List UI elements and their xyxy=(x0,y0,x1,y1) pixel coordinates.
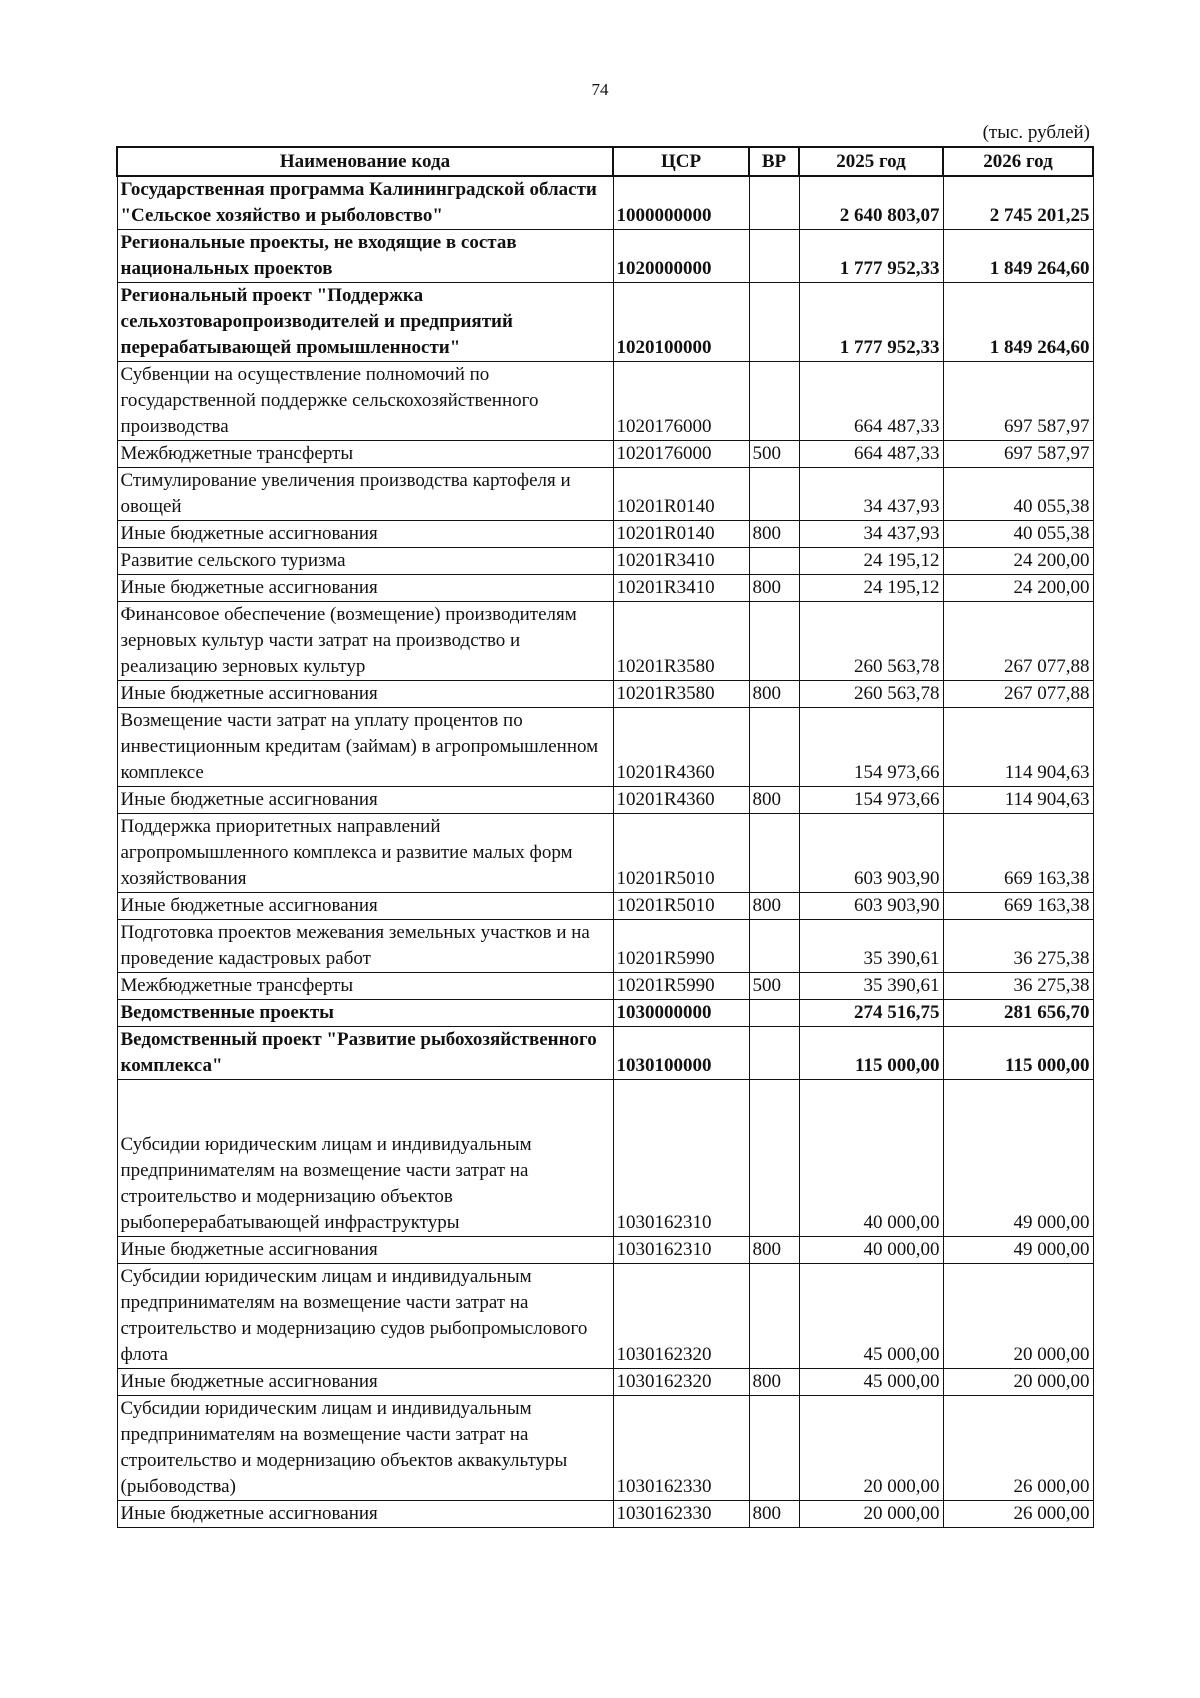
cell-vr xyxy=(749,468,799,521)
cell-vr: 500 xyxy=(749,973,799,1000)
cell-name: Субвенции на осуществление полномочий по государственной поддержке сельскохозяйственного производства xyxy=(117,362,613,441)
cell-2026: 697 587,97 xyxy=(943,362,1093,441)
cell-vr xyxy=(749,176,799,230)
cell-name: Финансовое обеспечение (возмещение) производителям зерновых культур части затрат на производство и реализацию зерновых культур xyxy=(117,602,613,681)
cell-name: Иные бюджетные ассигнования xyxy=(117,1501,613,1528)
cell-2025: 115 000,00 xyxy=(799,1027,943,1080)
table-row xyxy=(117,973,1093,1000)
cell-csr: 10201R5990 xyxy=(613,920,749,973)
column-header-name: Наименование кода xyxy=(117,147,613,176)
cell-2026: 114 904,63 xyxy=(943,708,1093,787)
cell-vr: 800 xyxy=(749,1501,799,1528)
cell-name: Субсидии юридическим лицам и индивидуальным предпринимателям на возмещение части затрат на строительство и модернизацию судов рыбопромыслового флота xyxy=(117,1264,613,1369)
cell-2026: 49 000,00 xyxy=(943,1237,1093,1264)
table-row xyxy=(117,441,1093,468)
cell-csr: 10201R0140 xyxy=(613,468,749,521)
cell-2026: 2 745 201,25 xyxy=(943,176,1093,230)
cell-2026: 1 849 264,60 xyxy=(943,283,1093,362)
cell-2025: 2 640 803,07 xyxy=(799,176,943,230)
cell-2025: 260 563,78 xyxy=(799,681,943,708)
cell-2026: 281 656,70 xyxy=(943,1000,1093,1027)
cell-2026: 40 055,38 xyxy=(943,468,1093,521)
cell-2025: 1 777 952,33 xyxy=(799,283,943,362)
cell-name: Иные бюджетные ассигнования xyxy=(117,787,613,814)
cell-csr: 10201R3410 xyxy=(613,575,749,602)
cell-csr: 10201R4360 xyxy=(613,708,749,787)
cell-2025: 35 390,61 xyxy=(799,973,943,1000)
cell-csr: 10201R3410 xyxy=(613,548,749,575)
cell-2026: 267 077,88 xyxy=(943,681,1093,708)
table-body xyxy=(117,176,1093,1528)
page-number: 74 xyxy=(591,80,609,99)
cell-csr: 1020176000 xyxy=(613,362,749,441)
cell-csr: 10201R5990 xyxy=(613,973,749,1000)
cell-name: Межбюджетные трансферты xyxy=(117,441,613,468)
cell-name: Субсидии юридическим лицам и индивидуальным предпринимателям на возмещение части затрат на строительство и модернизацию объектов рыбоперерабатывающей инфраструктуры xyxy=(117,1080,613,1237)
cell-csr: 1020176000 xyxy=(613,441,749,468)
cell-csr: 10201R3580 xyxy=(613,602,749,681)
cell-2025: 274 516,75 xyxy=(799,1000,943,1027)
column-header-vr: ВР xyxy=(749,147,799,176)
cell-2025: 20 000,00 xyxy=(799,1501,943,1528)
cell-vr xyxy=(749,362,799,441)
cell-2026: 24 200,00 xyxy=(943,548,1093,575)
cell-vr xyxy=(749,1080,799,1237)
cell-2025: 603 903,90 xyxy=(799,814,943,893)
cell-name: Субсидии юридическим лицам и индивидуальным предпринимателям на возмещение части затрат на строительство и модернизацию объектов аквакультуры (рыбоводства) xyxy=(117,1396,613,1501)
cell-name: Региональный проект "Поддержка сельхозтоваропроизводителей и предприятий перерабатывающей промышленности" xyxy=(117,283,613,362)
cell-2026: 36 275,38 xyxy=(943,920,1093,973)
cell-name: Межбюджетные трансферты xyxy=(117,973,613,1000)
cell-name: Иные бюджетные ассигнования xyxy=(117,893,613,920)
cell-2025: 35 390,61 xyxy=(799,920,943,973)
cell-name: Ведомственный проект "Развитие рыбохозяйственного комплекса" xyxy=(117,1027,613,1080)
cell-2026: 26 000,00 xyxy=(943,1501,1093,1528)
cell-csr: 1030162330 xyxy=(613,1501,749,1528)
cell-vr xyxy=(749,1264,799,1369)
cell-csr: 1020100000 xyxy=(613,283,749,362)
cell-csr: 10201R5010 xyxy=(613,893,749,920)
cell-csr: 1000000000 xyxy=(613,176,749,230)
table-row xyxy=(117,814,1093,893)
table-row xyxy=(117,176,1093,230)
cell-vr: 800 xyxy=(749,521,799,548)
column-header-2025: 2025 год xyxy=(799,147,943,176)
cell-name: Развитие сельского туризма xyxy=(117,548,613,575)
cell-name: Поддержка приоритетных направлений агропромышленного комплекса и развитие малых форм хозяйствования xyxy=(117,814,613,893)
column-header-2026: 2026 год xyxy=(943,147,1093,176)
cell-csr: 10201R3580 xyxy=(613,681,749,708)
cell-2025: 24 195,12 xyxy=(799,548,943,575)
table-row xyxy=(117,468,1093,521)
cell-2026: 1 849 264,60 xyxy=(943,230,1093,283)
cell-2025: 34 437,93 xyxy=(799,468,943,521)
cell-vr xyxy=(749,1396,799,1501)
cell-csr: 1030162310 xyxy=(613,1080,749,1237)
cell-2025: 154 973,66 xyxy=(799,787,943,814)
cell-csr: 1030162310 xyxy=(613,1237,749,1264)
cell-2025: 24 195,12 xyxy=(799,575,943,602)
cell-2025: 45 000,00 xyxy=(799,1369,943,1396)
table-row xyxy=(117,708,1093,787)
table-row xyxy=(117,362,1093,441)
cell-vr xyxy=(749,708,799,787)
cell-vr xyxy=(749,548,799,575)
table-row xyxy=(117,681,1093,708)
cell-vr: 800 xyxy=(749,681,799,708)
table-row xyxy=(117,548,1093,575)
cell-2025: 154 973,66 xyxy=(799,708,943,787)
cell-csr: 1030162330 xyxy=(613,1396,749,1501)
cell-vr xyxy=(749,920,799,973)
cell-vr xyxy=(749,1027,799,1080)
cell-2026: 26 000,00 xyxy=(943,1396,1093,1501)
cell-vr xyxy=(749,814,799,893)
table-row xyxy=(117,1080,1093,1237)
cell-2025: 34 437,93 xyxy=(799,521,943,548)
cell-2026: 40 055,38 xyxy=(943,521,1093,548)
cell-2026: 24 200,00 xyxy=(943,575,1093,602)
cell-vr xyxy=(749,602,799,681)
cell-2026: 115 000,00 xyxy=(943,1027,1093,1080)
cell-vr xyxy=(749,283,799,362)
table-row xyxy=(117,230,1093,283)
table-row xyxy=(117,602,1093,681)
cell-name: Иные бюджетные ассигнования xyxy=(117,575,613,602)
cell-2026: 20 000,00 xyxy=(943,1369,1093,1396)
cell-csr: 10201R4360 xyxy=(613,787,749,814)
table-row xyxy=(117,1027,1093,1080)
cell-vr: 800 xyxy=(749,787,799,814)
table-row xyxy=(117,1396,1093,1501)
table-row xyxy=(117,1264,1093,1369)
budget-table xyxy=(116,146,1094,1528)
units-label: (тыс. рублей) xyxy=(982,122,1090,143)
cell-name: Иные бюджетные ассигнования xyxy=(117,681,613,708)
cell-2026: 49 000,00 xyxy=(943,1080,1093,1237)
cell-2025: 603 903,90 xyxy=(799,893,943,920)
cell-2025: 40 000,00 xyxy=(799,1080,943,1237)
cell-vr: 800 xyxy=(749,575,799,602)
cell-2026: 20 000,00 xyxy=(943,1264,1093,1369)
cell-name: Региональные проекты, не входящие в состав национальных проектов xyxy=(117,230,613,283)
table-row xyxy=(117,787,1093,814)
table-row xyxy=(117,1237,1093,1264)
table-row xyxy=(117,920,1093,973)
cell-vr: 800 xyxy=(749,1237,799,1264)
table-row xyxy=(117,1369,1093,1396)
table-header-row xyxy=(117,147,1093,176)
table-row xyxy=(117,893,1093,920)
cell-2025: 20 000,00 xyxy=(799,1396,943,1501)
cell-2026: 669 163,38 xyxy=(943,893,1093,920)
cell-vr: 800 xyxy=(749,1369,799,1396)
cell-name: Государственная программа Калининградской области "Сельское хозяйство и рыболовство" xyxy=(117,176,613,230)
cell-name: Возмещение части затрат на уплату процентов по инвестиционным кредитам (займам) в агропромышленном комплексе xyxy=(117,708,613,787)
cell-2025: 664 487,33 xyxy=(799,362,943,441)
column-header-csr: ЦСР xyxy=(613,147,749,176)
cell-csr: 1020000000 xyxy=(613,230,749,283)
cell-2026: 114 904,63 xyxy=(943,787,1093,814)
cell-2025: 1 777 952,33 xyxy=(799,230,943,283)
table-row xyxy=(117,575,1093,602)
cell-name: Иные бюджетные ассигнования xyxy=(117,521,613,548)
cell-vr: 500 xyxy=(749,441,799,468)
cell-csr: 1030162320 xyxy=(613,1264,749,1369)
cell-2025: 664 487,33 xyxy=(799,441,943,468)
cell-csr: 1030000000 xyxy=(613,1000,749,1027)
cell-name: Иные бюджетные ассигнования xyxy=(117,1237,613,1264)
cell-2026: 267 077,88 xyxy=(943,602,1093,681)
table-row xyxy=(117,1501,1093,1528)
cell-vr xyxy=(749,1000,799,1027)
cell-name: Стимулирование увеличения производства картофеля и овощей xyxy=(117,468,613,521)
cell-vr xyxy=(749,230,799,283)
cell-csr: 1030100000 xyxy=(613,1027,749,1080)
cell-name: Ведомственные проекты xyxy=(117,1000,613,1027)
cell-2025: 40 000,00 xyxy=(799,1237,943,1264)
cell-2025: 45 000,00 xyxy=(799,1264,943,1369)
cell-vr: 800 xyxy=(749,893,799,920)
cell-2026: 697 587,97 xyxy=(943,441,1093,468)
table-row xyxy=(117,521,1093,548)
cell-csr: 10201R0140 xyxy=(613,521,749,548)
cell-name: Иные бюджетные ассигнования xyxy=(117,1369,613,1396)
cell-name: Подготовка проектов межевания земельных участков и на проведение кадастровых работ xyxy=(117,920,613,973)
table-row xyxy=(117,1000,1093,1027)
cell-2025: 260 563,78 xyxy=(799,602,943,681)
cell-2026: 669 163,38 xyxy=(943,814,1093,893)
cell-csr: 1030162320 xyxy=(613,1369,749,1396)
cell-csr: 10201R5010 xyxy=(613,814,749,893)
table-row xyxy=(117,283,1093,362)
cell-2026: 36 275,38 xyxy=(943,973,1093,1000)
